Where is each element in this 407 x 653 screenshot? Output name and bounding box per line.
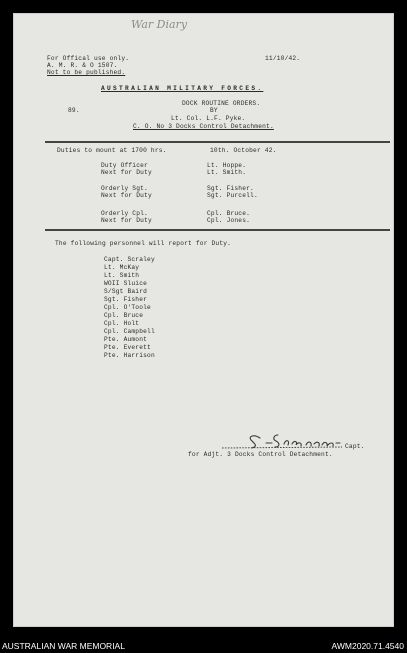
duty-name: Sgt. Fisher. bbox=[207, 185, 254, 192]
duty-role: Next for Duty bbox=[101, 169, 152, 176]
report-heading: The following personnel will report for Duty. bbox=[55, 240, 232, 247]
personnel-item: Sgt. Fisher bbox=[104, 296, 148, 303]
personnel-item: Pte. Aumont bbox=[104, 336, 148, 343]
personnel-item: Lt. McKay bbox=[104, 264, 140, 271]
personnel-item: Pte. Harrison bbox=[104, 352, 155, 359]
duty-name: Cpl. Bruce. bbox=[207, 210, 251, 217]
duty-role: Duty Officer bbox=[101, 162, 148, 169]
orders-officer: Lt. Col. L.F. Pyke. bbox=[171, 115, 246, 122]
handwritten-signature bbox=[222, 430, 344, 452]
personnel-item: Lt. Smith bbox=[104, 272, 140, 279]
organisation-title: AUSTRALIAN MILITARY FORCES. bbox=[101, 85, 264, 92]
duty-name: Lt. Hoppe. bbox=[207, 162, 247, 169]
duty-name: Sgt. Purcell. bbox=[207, 192, 258, 199]
personnel-item: S/Sgt Baird bbox=[104, 288, 148, 295]
footer-institution: AUSTRALIAN WAR MEMORIAL bbox=[2, 641, 125, 651]
duty-name: Lt. Smith. bbox=[207, 169, 247, 176]
duty-name: Cpl. Jones. bbox=[207, 217, 251, 224]
personnel-item: Cpl. Campbell bbox=[104, 328, 155, 335]
divider-top bbox=[45, 141, 390, 143]
duty-role: Orderly Sgt. bbox=[101, 185, 148, 192]
divider-bottom bbox=[45, 229, 390, 231]
orders-by: BY bbox=[210, 107, 218, 114]
personnel-item: WOII Sluice bbox=[104, 280, 148, 287]
personnel-item: Cpl. Bruce bbox=[104, 312, 144, 319]
signature-title: for Adjt. 3 Docks Control Detachment. bbox=[188, 451, 333, 458]
orders-command: C. O. No 3 Docks Control Detachment. bbox=[133, 123, 274, 130]
duties-date: 10th. October 42. bbox=[210, 147, 277, 154]
header-line-3: Not to be published. bbox=[47, 69, 126, 76]
handwritten-note: War Diary bbox=[131, 18, 188, 31]
duty-role: Next for Duty bbox=[101, 217, 152, 224]
duty-role: Orderly Cpl. bbox=[101, 210, 148, 217]
duty-role: Next for Duty bbox=[101, 192, 152, 199]
personnel-item: Capt. Scraley bbox=[104, 256, 155, 263]
footer-reference: AWM2020.71.4540 bbox=[331, 641, 404, 651]
header-date: 11/10/42. bbox=[265, 55, 301, 62]
order-number: 89. bbox=[68, 107, 80, 114]
personnel-item: Cpl. O'Toole bbox=[104, 304, 151, 311]
header-line-1: For Offical use only. bbox=[47, 55, 130, 62]
personnel-item: Cpl. Holt bbox=[104, 320, 140, 327]
personnel-item: Pte. Everett bbox=[104, 344, 151, 351]
orders-title: DOCK ROUTINE ORDERS. bbox=[182, 100, 261, 107]
header-line-2: A. M. R. & O 1507. bbox=[47, 62, 118, 69]
signature-rank: Capt. bbox=[345, 443, 365, 450]
duties-heading: Duties to mount at 1700 hrs. bbox=[57, 147, 167, 154]
